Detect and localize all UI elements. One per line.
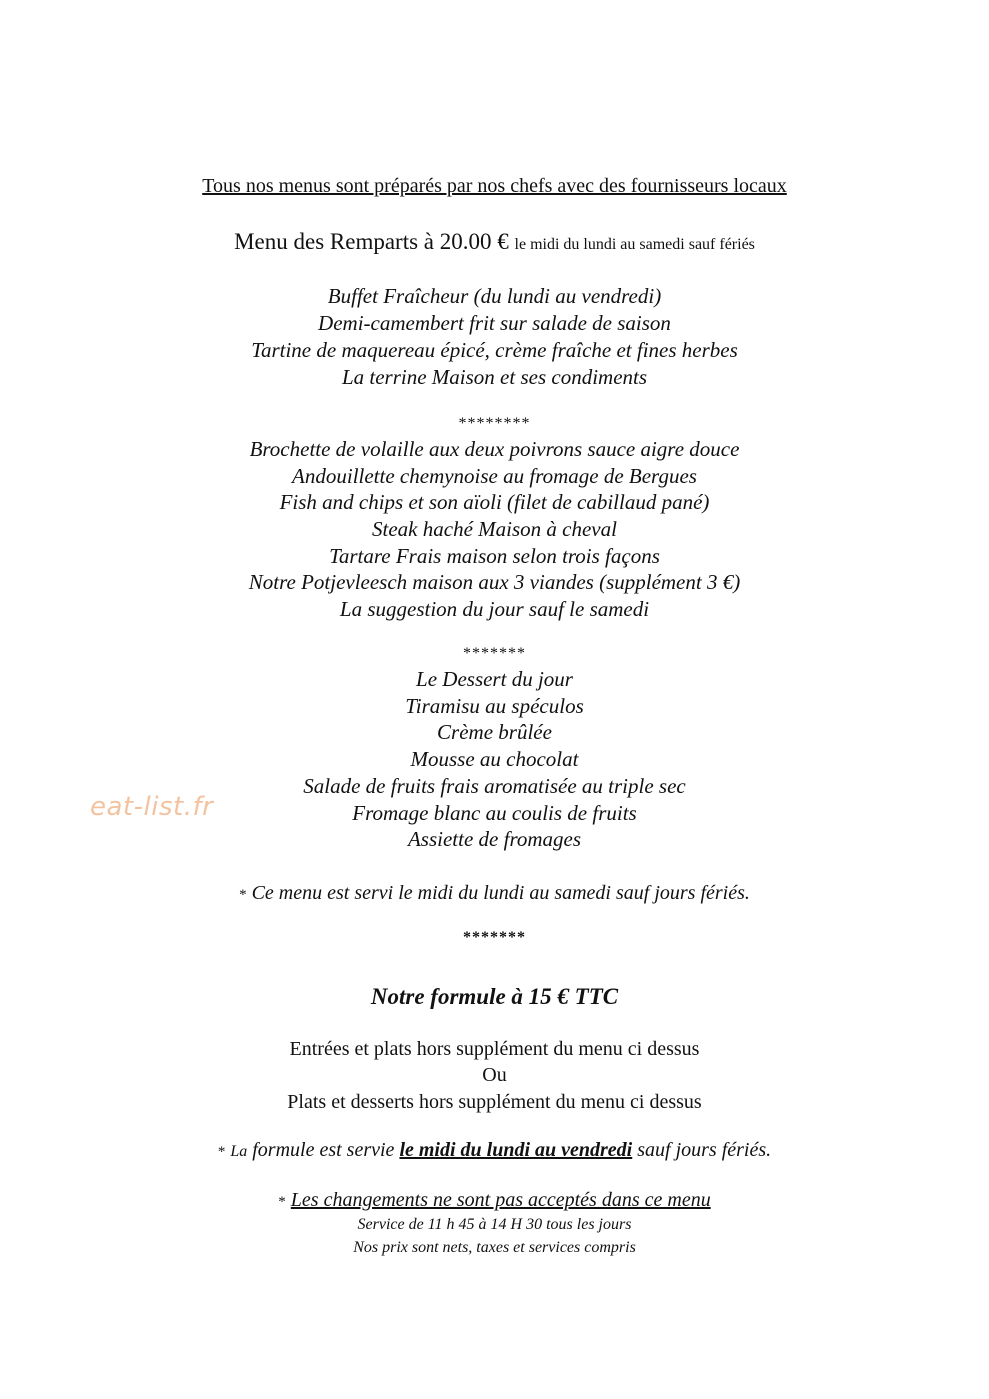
- formule-note-prefix-small: La: [230, 1143, 248, 1160]
- dessert-item: Crème brûlée: [437, 720, 552, 744]
- starter-item: Demi-camembert frit sur salade de saison: [318, 311, 671, 335]
- main-item: Andouillette chemynoise au fromage de Bergues: [292, 464, 697, 488]
- starter-item: Buffet Fraîcheur (du lundi au vendredi): [327, 284, 662, 308]
- menu-note-text: Ce menu est servi le midi du lundi au samedi sauf jours fériés.: [251, 882, 750, 904]
- dessert-item: Assiette de fromages: [407, 827, 582, 851]
- prices-note: Nos prix sont nets, taxes et services compris: [353, 1239, 636, 1256]
- dessert-item: Salade de fruits frais aromatisée au triple sec: [303, 774, 686, 798]
- formule-or: Ou: [482, 1064, 507, 1086]
- formule-note-suffix: sauf jours fériés.: [632, 1139, 772, 1161]
- dessert-item: Le Dessert du jour: [416, 667, 573, 691]
- main-item: Tartare Frais maison selon trois façons: [329, 544, 660, 568]
- intro-text: Tous nos menus sont préparés par nos chefs avec des fournisseurs locaux: [202, 175, 787, 197]
- menu-note: [0, 883, 989, 903]
- service-hours: Service de 11 h 45 à 14 H 30 tous les jours: [357, 1216, 632, 1233]
- formule-line: Plats et desserts hors supplément du menu ci dessus: [287, 1091, 702, 1113]
- dessert-item: Tiramisu au spéculos: [405, 694, 584, 718]
- formule-title: Notre formule à 15 € TTC: [370, 984, 619, 1009]
- formule-note: [0, 1140, 989, 1160]
- starter-item: La terrine Maison et ses condiments: [341, 365, 648, 389]
- note-star: *: [239, 887, 247, 903]
- dessert-item: Fromage blanc au coulis de fruits: [352, 801, 637, 825]
- note-star: *: [217, 1144, 226, 1160]
- separator: *******: [463, 645, 526, 662]
- watermark-logo: eat-list.fr: [90, 792, 214, 822]
- main-item: Fish and chips et son aïoli (filet de cabillaud pané): [279, 490, 710, 514]
- main-item: Notre Potjevleesch maison aux 3 viandes (supplément 3 €): [248, 570, 741, 594]
- formule-note-prefix: formule est servie: [247, 1139, 400, 1161]
- note-star: *: [278, 1194, 286, 1210]
- changes-note: [0, 1190, 989, 1210]
- menu-title-text: Menu des Remparts à 20.00 €: [234, 229, 509, 254]
- separator: *******: [463, 929, 526, 946]
- dessert-item: Mousse au chocolat: [410, 747, 579, 771]
- starter-item: Tartine de maquereau épicé, crème fraîche et fines herbes: [251, 338, 738, 362]
- main-item: La suggestion du jour sauf le samedi: [339, 597, 650, 621]
- menu-subtitle: le midi du lundi au samedi sauf fériés: [514, 236, 755, 253]
- changes-note-text: Les changements ne sont pas acceptés dans ce menu: [290, 1189, 711, 1211]
- main-item: Steak haché Maison à cheval: [372, 517, 617, 541]
- main-item: Brochette de volaille aux deux poivrons sauce aigre douce: [249, 437, 740, 461]
- menu-title: [0, 230, 989, 253]
- formule-line: Entrées et plats hors supplément du menu ci dessus: [289, 1038, 700, 1060]
- formule-note-emphasis: le midi du lundi au vendredi: [399, 1139, 633, 1161]
- separator: ********: [458, 415, 531, 432]
